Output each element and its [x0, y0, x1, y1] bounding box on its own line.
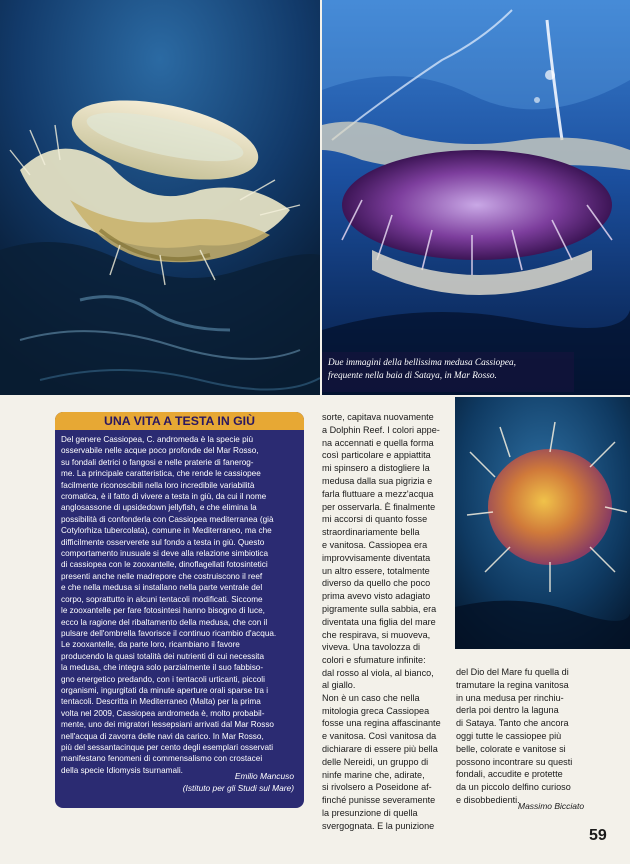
sidebar-line: corpo, soprattutto in alcuni tentacoli modificati. Siccome: [61, 594, 263, 604]
sidebar-line: facilmente riconoscibili nella loro incredibile variabilità: [61, 480, 255, 490]
article-line: tramutare la regina vanitosa: [456, 679, 569, 690]
sidebar-line: mente, uno dei migratori lessepsiani arrivati dal Mar Rosso: [61, 720, 274, 730]
article-line: diverso da quello che poco: [322, 578, 431, 589]
article-line: così particolare e appiattita: [322, 450, 431, 461]
caption-line: Due immagini della bellissima medusa Cassiopea,: [328, 358, 516, 368]
jellyfish-photo-right: [322, 0, 630, 395]
sidebar-line: presenti anche nelle madrepore che costruiscono il reef: [61, 571, 263, 581]
article-line: mi spinsero a distogliere la: [322, 463, 430, 474]
article-line: del Dio del Mare fu quella di: [456, 667, 569, 677]
sidebar-line: e che nella medusa si installano nella parte ventrale del: [61, 583, 263, 593]
article-line: straordinariamente bella: [322, 527, 420, 538]
article-line: svergognata. E la punizione: [322, 820, 435, 831]
sidebar-line: le zooxantelle per fare fotosintesi hanno bisogno di luce,: [61, 606, 265, 616]
article-line: di Sataya. Tanto che ancora: [456, 718, 569, 729]
article-line: viveva. Una tavolozza di: [322, 642, 421, 653]
article-line: oggi tutte le cassiopee più: [456, 730, 562, 741]
article-column-right: [456, 666, 616, 807]
sidebar-affiliation: (Istituto per gli Studi sul Mare): [182, 783, 294, 793]
article-line: prima avevo visto adagiato: [322, 591, 431, 602]
article-line: Non è un caso che nella: [322, 692, 420, 703]
article-line: belle, colorate e vanitose si: [456, 743, 566, 754]
article-line: un altro essere, totalmente: [322, 565, 430, 576]
jellyfish-photo-small: [455, 397, 630, 649]
sidebar-line: gno energetico predando, con i tentacoli urticanti, piccoli: [61, 674, 265, 684]
article-line: mitologia greca Cassiopea: [322, 705, 430, 716]
sidebar-line: Del genere Cassiopea, C. andromeda è la specie più: [61, 435, 254, 444]
article-line: ninfe marine che, adirate,: [322, 769, 425, 780]
sidebar-line: possibilità di confonderla con Cassiopea mediterranea (già: [61, 514, 274, 524]
article-line: fosse una regina affascinante: [322, 718, 441, 729]
sidebar-line: Cotylorhiza tubercolata), comune in Mediterraneo, ma che: [61, 526, 272, 536]
sidebar-line: Le zooxantelle, da parte loro, ricambiano il favore: [61, 640, 240, 650]
article-line: sorte, capitava nuovamente: [322, 412, 434, 422]
sidebar-line: anglosassone di upsidedown jellyfish, e che elimina la: [61, 503, 257, 513]
sidebar-line: nell'acqua di zavorra delle navi da carico. In Mar Rosso,: [61, 731, 264, 741]
sidebar-line: su fondali detrici o fangosi e nelle praterie di fanerog-: [61, 457, 254, 467]
article-line: dichiarare di essere più bella: [322, 743, 438, 754]
article-line: che respirava, si muoveva,: [322, 629, 431, 640]
sidebar-line: ecco la ragione del ribaltamento della medusa, che con il: [61, 617, 268, 627]
sidebar-line: pulsare dell'ombrella favorisce il continuo ricambio d'acqua.: [61, 628, 277, 638]
article-line: e vanitosa. Cassiopea era: [322, 539, 428, 550]
sidebar-line: tentacoli. Descritta in Mediterraneo (Malta) per la prima: [61, 697, 261, 707]
sidebar-author-block: [183, 770, 294, 794]
sidebar-line: organismi, ingurgitati da minute aperture orali sparse tra i: [61, 685, 269, 695]
sidebar-line: più del sessantacinque per cento degli esemplari osservati: [61, 742, 274, 752]
article-line: medusa dalla sua pigrizia e: [322, 475, 433, 486]
sidebar-body: [61, 434, 299, 776]
article-line: improvvisamente diventata: [322, 552, 431, 563]
jellyfish-photo-left: [0, 0, 320, 395]
article-column-lower: [322, 679, 450, 833]
article-column-main: [322, 411, 450, 680]
article-line: na accennati e quella forma: [322, 437, 434, 448]
sidebar-line: volta nel 2009, Cassiopea andromeda è, molto probabil-: [61, 708, 265, 718]
sidebar-line: difficilmente osserverete sul fondo a testa in giù. Questo: [61, 537, 265, 547]
sidebar-line: di cassiopea con le zooxantelle, dinoflagellati fotosintetici: [61, 560, 268, 570]
article-line: mi accorsi di quanto fosse: [322, 514, 428, 525]
sidebar-line: manifestano fenomeni di commensalismo con crostacei: [61, 754, 263, 764]
sidebar-title: UNA VITA A TESTA IN GIÙ: [55, 412, 304, 430]
sidebar-line: della specie Idiomysis tsurnamali.: [61, 765, 183, 775]
sidebar-line: la medusa, che integra solo parzialmente il suo fabbiso-: [61, 663, 264, 673]
article-line: in una medusa per rinchiu-: [456, 692, 564, 703]
sidebar-line: me. La principale caratteristica, che rende le cassiopee: [61, 469, 261, 479]
article-line: finché punisse severamente: [322, 795, 436, 806]
sidebar-line: cromatica, è il fatto di vivere a testa in giù, da cui il nome: [61, 492, 267, 502]
article-line: fondali, accudite e protette: [456, 769, 563, 780]
sidebar-line: comportamento inusuale si deve alla relazione simbiotica: [61, 549, 269, 559]
article-line: possono incontrare su questi: [456, 756, 573, 767]
article-line: si rivolsero a Poseidone af-: [322, 782, 432, 793]
article-line: e disobbedienti.: [456, 794, 520, 805]
article-line: colori e sfumature infinite:: [322, 655, 426, 666]
article-line: dal rosso al viola, al bianco,: [322, 667, 434, 678]
article-line: da un piccolo delfino curioso: [456, 782, 571, 793]
photo-caption: [322, 352, 574, 392]
article-line: delle Nereidi, un gruppo di: [322, 756, 429, 767]
article-line: pigramente sulla sabbia, era: [322, 603, 437, 614]
article-line: la presunzione di quella: [322, 807, 418, 818]
caption-line: frequente nella baia di Sataya, in Mar Rosso.: [328, 371, 497, 381]
sidebar-line: osservabile nelle acque poco profonde del Mar Rosso,: [61, 446, 259, 456]
article-line: e vanitosa. Così vanitosa da: [322, 731, 437, 742]
article-line: a Dolphin Reef. I colori appe-: [322, 424, 440, 435]
page-number: 59: [589, 827, 607, 844]
sidebar-author: Emilio Mancuso: [234, 771, 294, 781]
article-line: diventata una figlia del mare: [322, 616, 436, 627]
article-line: farla fluttuare a mezz'acqua: [322, 488, 434, 499]
article-line: per osservarla. È finalmente: [322, 501, 436, 512]
sidebar-box: [55, 412, 304, 808]
sidebar-line: producendo la quasi totalità dei nutrienti di cui necessita: [61, 651, 264, 661]
article-line: al giallo.: [322, 680, 356, 690]
article-signature: Massimo Bicciato: [518, 801, 585, 811]
article-line: derla poi dentro la laguna: [456, 705, 559, 716]
